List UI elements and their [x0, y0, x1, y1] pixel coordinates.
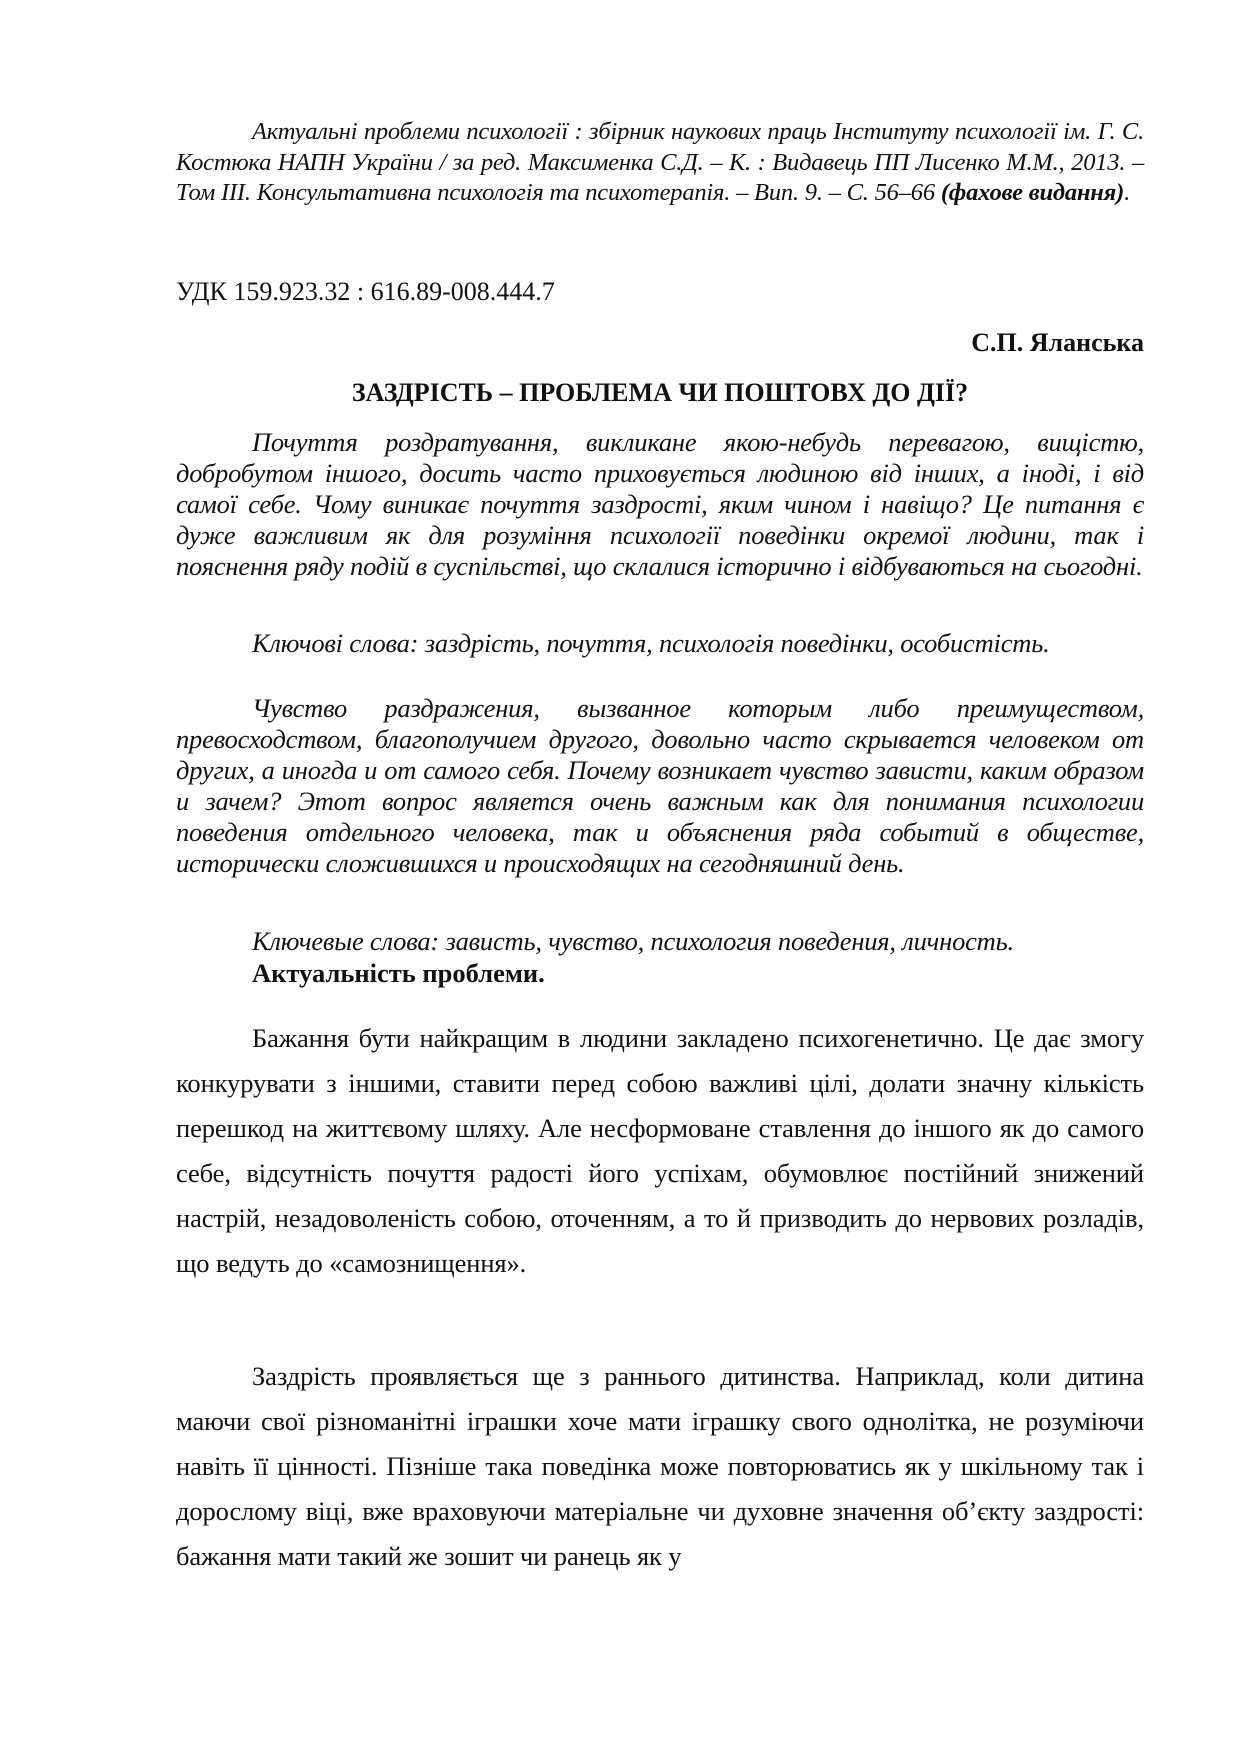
section-heading: Актуальність проблеми.: [252, 958, 545, 988]
citation-tail: .: [1124, 179, 1130, 206]
body-paragraph: Бажання бути найкращим в людини закладено психогенетично. Це дає змогу конкурувати з іншими, ставити перед собою важливі цілі, долати значну кількість перешкод на життєвому шляху. Але несформоване ставлення до іншого як до самого себе, відсутність почуття радості його успіхам, обумовлює постійний знижений настрій, незадоволеність собою, оточенням, а то й призводить до нервових розладів, що ведуть до «самознищення».: [176, 1023, 1144, 1278]
citation: [176, 117, 1144, 209]
citation-bold-note: (фахове видання): [940, 179, 1125, 206]
author-name: С.П. Яланська: [971, 328, 1144, 357]
abstract-russian: Чувство раздражения, вызванное которым либо преимуществом, превосходством, благополучием другого, довольно часто скрывается человеком от других, а иногда и от самого себя. Почему возникает чувство зависти, каким образом и зачем? Этот вопрос является очень важным как для понимания психологии поведения отдельного человека, так и объяснения ряда событий в обществе, исторически сложившихся и происходящих на сегодняшний день.: [176, 693, 1144, 878]
citation-text: Актуальні проблеми психології : збірник наукових праць Інституту психології ім. Г. С. Костюка НАПН України / за ред. Максименка С.Д. – К. : Видавець ПП Лисенко М.М., 2013. – Том ІІІ. Консультативна психологія та психотерапія. – Вип. 9. – С. 56–66: [176, 118, 1144, 206]
udk-code: УДК 159.923.32 : 616.89-008.444.7: [176, 277, 555, 306]
abstract-ukrainian: Почуття роздратування, викликане якою-небудь перевагою, вищістю, добробутом іншого, досить часто приховується людиною від інших, а іноді, і від самої себе. Чому виникає почуття заздрості, яким чином і навіщо? Це питання є дуже важливим як для розуміння психології поведінки окремої людини, так і пояснення ряду подій в суспільстві, що склалися історично і відбуваються на сьогодні.: [176, 427, 1144, 581]
body-paragraph: Заздрість проявляється ще з раннього дитинства. Наприклад, коли дитина маючи свої різноманітні іграшки хоче мати іграшку свого однолітка, не розуміючи навіть її цінності. Пізніше така поведінка може повторюватись як у шкільному так і дорослому віці, вже враховуючи матеріальне чи духовне значення об’єкту заздрості: бажання мати такий же зошит чи ранець як у: [176, 1361, 1144, 1571]
keywords-russian: Ключевые слова: зависть, чувство, психология поведения, личность.: [252, 926, 1014, 956]
article-title: ЗАЗДРІСТЬ – ПРОБЛЕМА ЧИ ПОШТОВХ ДО ДІЇ?: [351, 378, 969, 407]
keywords-ukrainian: Ключові слова: заздрість, почуття, психологія поведінки, особистість.: [252, 628, 1050, 658]
